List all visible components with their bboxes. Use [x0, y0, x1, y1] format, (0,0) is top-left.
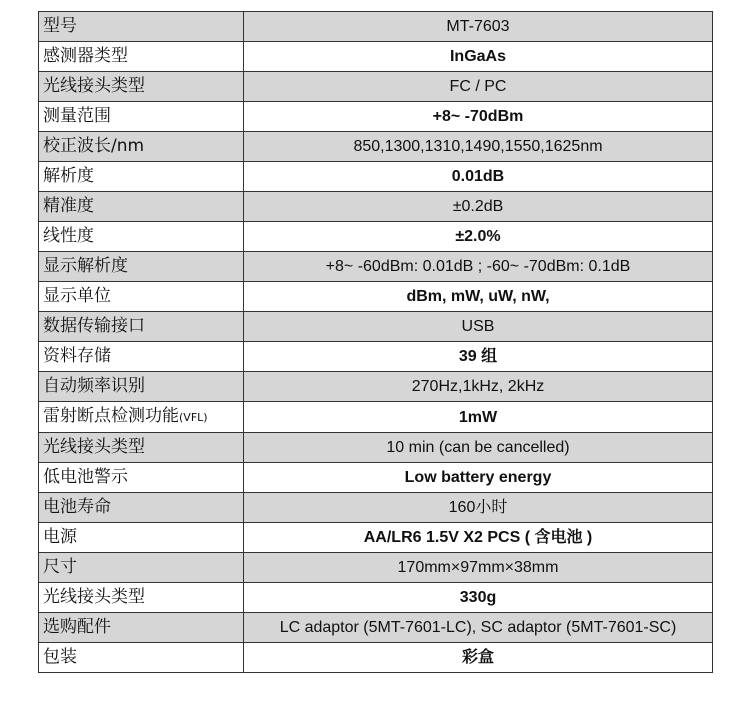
spec-value: 160小时 — [244, 493, 713, 523]
spec-label-text: 电源 — [43, 527, 77, 547]
spec-label-text: 光线接头类型 — [43, 587, 145, 607]
spec-value: 170mm×97mm×38mm — [244, 553, 713, 583]
spec-label-text: 光线接头类型 — [43, 437, 145, 457]
table-row — [39, 372, 713, 402]
spec-label-text: 线性度 — [43, 226, 94, 246]
spec-label — [39, 402, 244, 433]
spec-label — [39, 252, 244, 282]
spec-label — [39, 463, 244, 493]
table-row — [39, 132, 713, 162]
spec-label-text: 显示单位 — [43, 286, 111, 306]
spec-label-text: 低电池警示 — [43, 467, 128, 487]
table-row — [39, 12, 713, 42]
spec-label — [39, 493, 244, 523]
table-row — [39, 583, 713, 613]
spec-label-text: 感测器类型 — [43, 46, 128, 66]
spec-value: +8~ -60dBm: 0.01dB ; -60~ -70dBm: 0.1dB — [244, 252, 713, 282]
spec-label-text: 雷射断点检测功能 — [43, 406, 179, 426]
spec-value: 10 min (can be cancelled) — [244, 433, 713, 463]
table-row — [39, 643, 713, 673]
spec-label — [39, 12, 244, 42]
spec-label — [39, 282, 244, 312]
spec-label — [39, 342, 244, 372]
table-row — [39, 72, 713, 102]
spec-label-text: 电池寿命 — [43, 497, 111, 517]
table-row — [39, 102, 713, 132]
spec-label-text: 尺寸 — [43, 557, 77, 577]
spec-table-body — [39, 12, 713, 673]
spec-value: MT-7603 — [244, 12, 713, 42]
spec-label — [39, 613, 244, 643]
spec-label-text: 光线接头类型 — [43, 76, 145, 96]
table-row — [39, 162, 713, 192]
spec-value: ±0.2dB — [244, 192, 713, 222]
spec-value: FC / PC — [244, 72, 713, 102]
spec-label-text: 包装 — [43, 647, 77, 667]
spec-label — [39, 312, 244, 342]
spec-label-text: 校正波长/nm — [43, 136, 145, 156]
spec-value: 270Hz,1kHz, 2kHz — [244, 372, 713, 402]
table-row — [39, 463, 713, 493]
table-row — [39, 402, 713, 433]
spec-label-text: 解析度 — [43, 166, 94, 186]
spec-value: AA/LR6 1.5V X2 PCS ( 含电池 ) — [244, 523, 713, 553]
spec-value: Low battery energy — [244, 463, 713, 493]
spec-label — [39, 643, 244, 673]
spec-value: dBm, mW, uW, nW, — [244, 282, 713, 312]
spec-label — [39, 132, 244, 162]
spec-label-text: 显示解析度 — [43, 256, 128, 276]
spec-label — [39, 433, 244, 463]
spec-label — [39, 72, 244, 102]
spec-label-text: 数据传输接口 — [43, 316, 145, 336]
spec-label — [39, 42, 244, 72]
table-row — [39, 192, 713, 222]
spec-label-text: 选购配件 — [43, 617, 111, 637]
spec-value: LC adaptor (5MT-7601-LC), SC adaptor (5MT-7601-SC) — [244, 613, 713, 643]
spec-label — [39, 222, 244, 252]
spec-label — [39, 192, 244, 222]
spec-label — [39, 583, 244, 613]
spec-value: USB — [244, 312, 713, 342]
spec-label-suffix: (VFL) — [179, 411, 208, 424]
table-row — [39, 433, 713, 463]
table-row — [39, 523, 713, 553]
spec-value: 330g — [244, 583, 713, 613]
table-row — [39, 252, 713, 282]
spec-label-text: 精准度 — [43, 196, 94, 216]
spec-table — [38, 11, 713, 673]
table-row — [39, 342, 713, 372]
spec-value: 1mW — [244, 402, 713, 433]
table-row — [39, 42, 713, 72]
spec-value: 39 组 — [244, 342, 713, 372]
table-row — [39, 312, 713, 342]
table-row — [39, 553, 713, 583]
table-row — [39, 613, 713, 643]
spec-value: ±2.0% — [244, 222, 713, 252]
spec-label — [39, 372, 244, 402]
spec-value: +8~ -70dBm — [244, 102, 713, 132]
spec-label — [39, 102, 244, 132]
table-row — [39, 493, 713, 523]
spec-label-text: 型号 — [43, 16, 77, 36]
spec-value: InGaAs — [244, 42, 713, 72]
spec-value: 850,1300,1310,1490,1550,1625nm — [244, 132, 713, 162]
spec-label-text: 资料存储 — [43, 346, 111, 366]
table-row — [39, 222, 713, 252]
spec-value: 彩盒 — [244, 643, 713, 673]
table-row — [39, 282, 713, 312]
spec-label — [39, 523, 244, 553]
spec-value: 0.01dB — [244, 162, 713, 192]
spec-label-text: 自动频率识别 — [43, 376, 145, 396]
spec-label — [39, 162, 244, 192]
spec-label — [39, 553, 244, 583]
spec-label-text: 测量范围 — [43, 106, 111, 126]
